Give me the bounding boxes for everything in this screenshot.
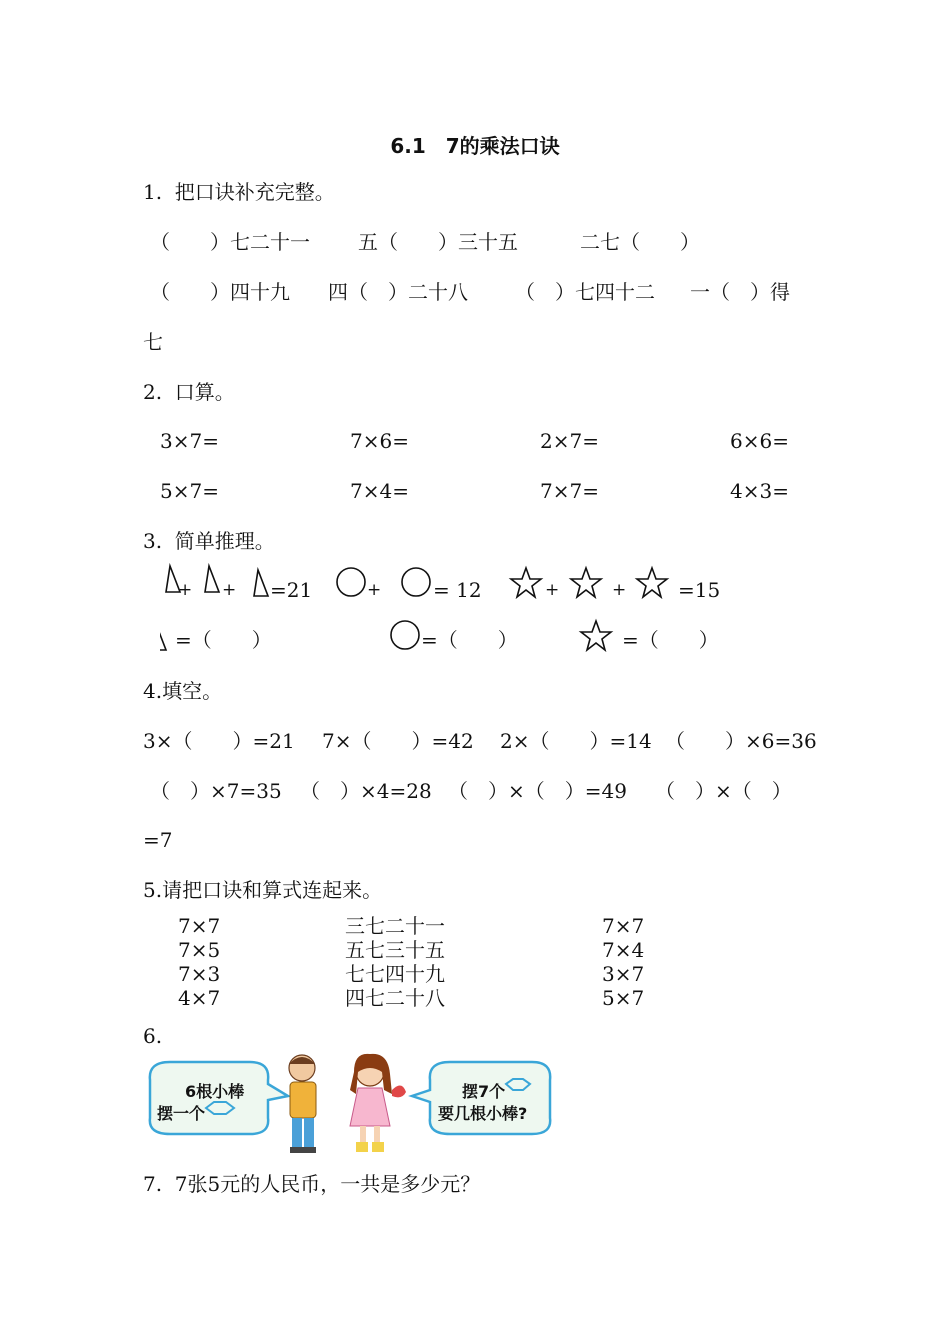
q3-triangle-result: =21: [270, 578, 313, 602]
q5-right-item: 7×4: [602, 938, 645, 962]
q1-item: 五（ ）三十五: [358, 230, 518, 254]
star-icon: [571, 568, 601, 597]
boy-character-icon: [289, 1055, 316, 1153]
q4-item: 7×（ ）=42: [322, 729, 474, 753]
q3-heading: 3. 简单推理。: [143, 529, 275, 553]
q2-item: 7×6=: [350, 429, 409, 453]
q2-item: 2×7=: [540, 429, 599, 453]
q5-left-item: 7×3: [178, 962, 221, 986]
q2-item: 7×7=: [540, 479, 599, 503]
q3-plus: +: [222, 580, 237, 600]
q4-item: （ ）×（ ）: [655, 779, 792, 803]
q5-right-item: 3×7: [602, 962, 645, 986]
q3-plus: +: [545, 580, 560, 600]
q3-star-result: =15: [678, 578, 721, 602]
q5-middle-item: 七七四十九: [345, 962, 445, 986]
q5-middle-item: 四七二十八: [345, 986, 445, 1010]
q2-item: 7×4=: [350, 479, 409, 503]
q1-item: 一（ ）得: [690, 280, 790, 304]
q1-item: （ ）四十九: [150, 280, 290, 304]
q1-item: 二七（ ）: [580, 230, 700, 254]
q5-left-item: 4×7: [178, 986, 221, 1010]
q3-plus: +: [367, 580, 382, 600]
q2-heading: 2. 口算。: [143, 380, 235, 404]
triangle-icon: [160, 624, 166, 650]
q5-right-item: 5×7: [602, 986, 645, 1010]
q1-item: （ ）七二十一: [150, 230, 310, 254]
q4-item: （ ）×6=36: [665, 729, 817, 753]
q2-item: 3×7=: [160, 429, 219, 453]
star-icon: [637, 568, 667, 597]
page-title: 6.1 7的乘法口诀: [390, 134, 560, 158]
q2-item: 6×6=: [730, 429, 789, 453]
q5-right-item: 7×7: [602, 914, 645, 938]
q1-item: （ ）七四十二: [515, 280, 655, 304]
bubble-right-line1: 摆7个: [462, 1082, 506, 1101]
q4-item: （ ）×4=28: [300, 779, 432, 803]
triangle-icon: [254, 570, 268, 596]
bubble-right-line2: 要几根小棒?: [438, 1104, 528, 1123]
q4-item: 2×（ ）=14: [500, 729, 652, 753]
bubble-left-line2: 摆一个: [157, 1104, 206, 1123]
q4-item: （ ）×（ ）=49: [448, 779, 627, 803]
q1-item: 四（ ）二十八: [328, 280, 468, 304]
q1-heading: 1. 把口诀补充完整。: [143, 180, 335, 204]
q4-item: （ ）×7=35: [150, 779, 282, 803]
q2-item: 4×3=: [730, 479, 789, 503]
q5-middle-item: 五七三十五: [345, 938, 445, 962]
q3-circle-result: = 12: [433, 578, 482, 602]
circle-icon: [391, 621, 419, 649]
q5-heading: 5.请把口诀和算式连起来。: [143, 878, 383, 902]
q3-star-answer: =（ ）: [622, 628, 719, 652]
circle-icon: [402, 568, 430, 596]
bubble-left-line1: 6根小棒: [185, 1082, 245, 1101]
circle-icon: [337, 568, 365, 596]
q5-middle-item: 三七二十一: [345, 914, 445, 938]
q5-left-item: 7×5: [178, 938, 221, 962]
q1-item-wrap: 七: [143, 330, 163, 354]
q3-triangle-answer: =（ ）: [175, 628, 272, 652]
q3-reasoning-figures: [160, 562, 950, 662]
triangle-icon: [205, 566, 219, 592]
q2-item: 5×7=: [160, 479, 219, 503]
q4-heading: 4.填空。: [143, 679, 223, 703]
q4-item-wrap: =7: [143, 828, 173, 852]
q6-heading: 6.: [143, 1024, 163, 1048]
q7-heading: 7. 7张5元的人民币，一共是多少元？: [143, 1172, 481, 1196]
star-icon: [511, 568, 541, 597]
q3-circle-answer: =（ ）: [421, 628, 518, 652]
q4-item: 3×（ ）=21: [143, 729, 295, 753]
star-icon: [581, 621, 611, 650]
girl-character-icon: [350, 1054, 406, 1152]
q3-plus: +: [178, 580, 193, 600]
q5-left-item: 7×7: [178, 914, 221, 938]
q3-plus: +: [612, 580, 627, 600]
